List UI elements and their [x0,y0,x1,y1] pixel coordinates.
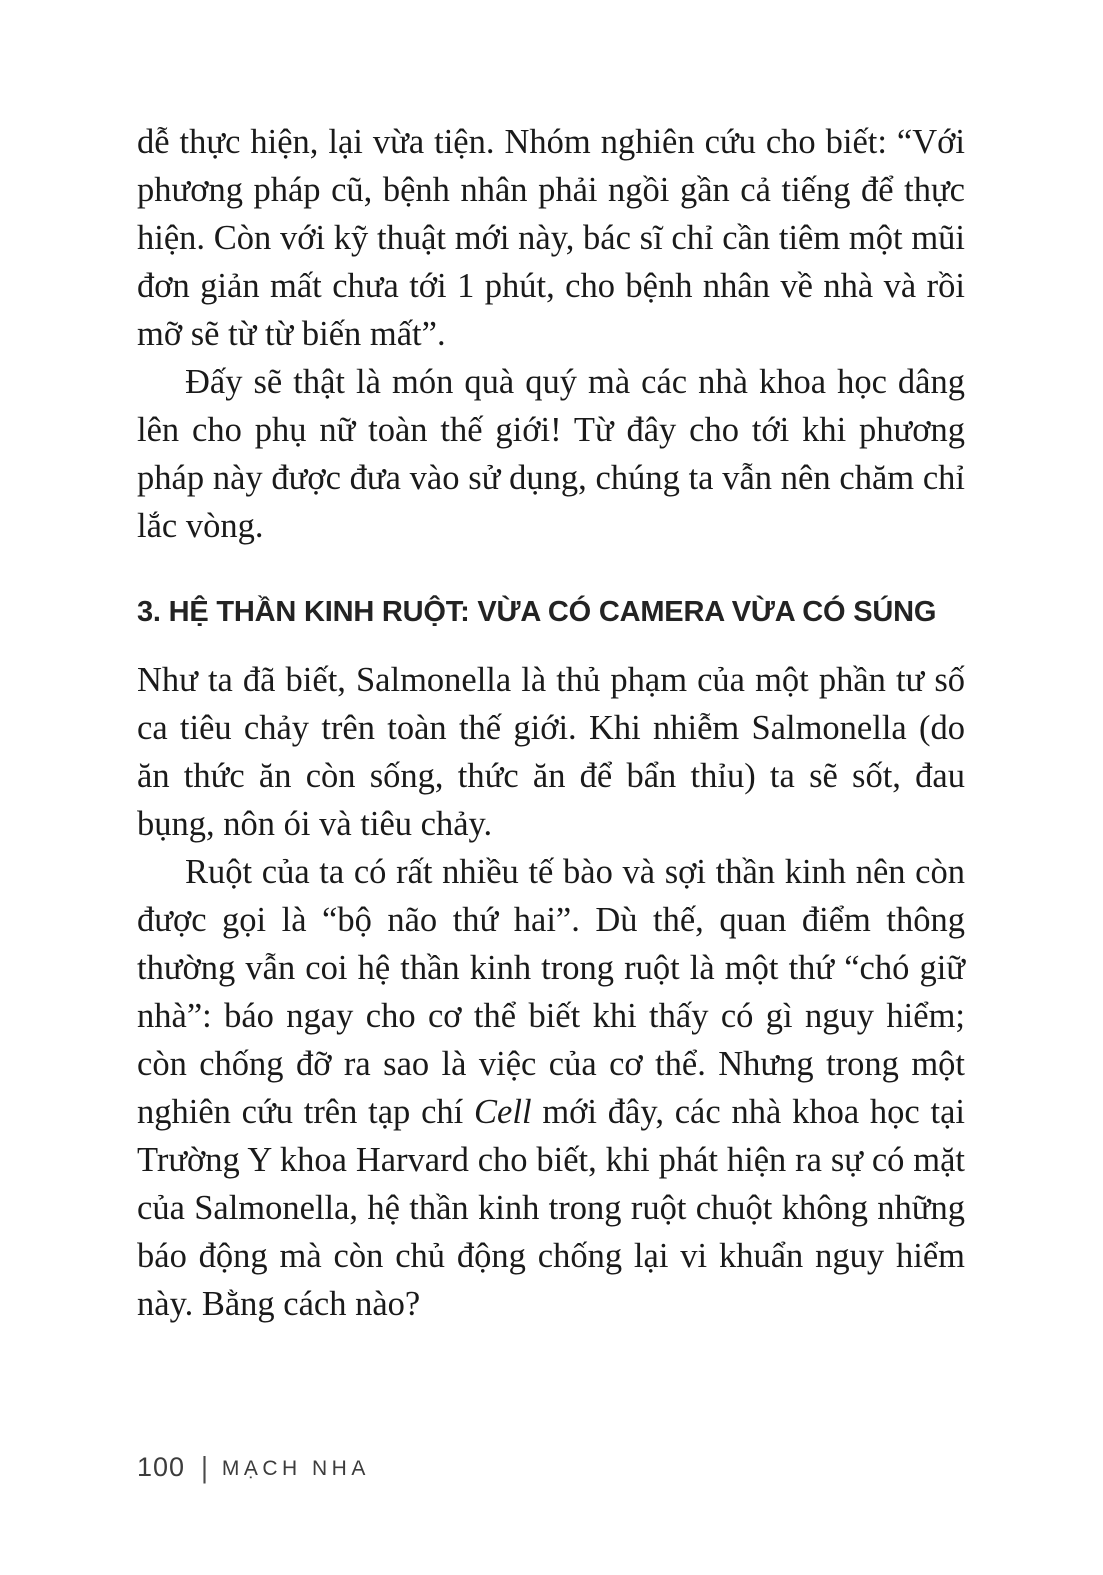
page-number: 100 [137,1452,186,1482]
paragraph-gut-nervous-system [137,848,965,1328]
page-body [137,118,965,1328]
section-heading: 3. HỆ THẦN KINH RUỘT: VỪA CÓ CAMERA VỪA CÓ SÚNG [137,596,937,628]
paragraph-text-after-italic: mới đây, các nhà khoa học tại Trường Y khoa Harvard cho biết, khi phát hiện ra sự có mặt của Salmonella, hệ thần kinh trong ruột chuột không những báo động mà còn chủ động chống lại vi khuẩn nguy hiểm này. Bằng cách nào? [137,1093,965,1323]
paragraph-text-before-italic: Ruột của ta có rất nhiều tế bào và sợi thần kinh nên còn được gọi là “bộ não thứ hai”. Dù thế, quan điểm thông thường vẫn coi hệ thần kinh trong ruột là một thứ “chó giữ nhà”: báo ngay cho cơ thể biết khi thấy có gì nguy hiểm; còn chống đỡ ra sao là việc của cơ thể. Nhưng trong một nghiên cứu trên tạp chí [137,853,965,1131]
page-footer [137,1449,370,1485]
paragraph-conclusion: Đấy sẽ thật là món quà quý mà các nhà khoa học dâng lên cho phụ nữ toàn thế giới! Từ đây cho tới khi phương pháp này được đưa vào sử dụng, chúng ta vẫn nên chăm chỉ lắc vòng. [137,363,965,545]
paragraph-salmonella-intro: Như ta đã biết, Salmonella là thủ phạm của một phần tư số ca tiêu chảy trên toàn thế giới. Khi nhiễm Salmonella (do ăn thức ăn còn sống, thức ăn để bẩn thỉu) ta sẽ sốt, đau bụng, nôn ói và tiêu chảy. [137,661,965,843]
footer-separator: | [201,1449,208,1485]
paragraph-continuation: dễ thực hiện, lại vừa tiện. Nhóm nghiên cứu cho biết: “Với phương pháp cũ, bệnh nhân phải ngồi gần cả tiếng để thực hiện. Còn với kỹ thuật mới này, bác sĩ chỉ cần tiêm một mũi đơn giản mất chưa tới 1 phút, cho bệnh nhân về nhà và rồi mỡ sẽ từ từ biến mất”. [137,123,965,353]
journal-name-italic: Cell [474,1093,532,1131]
book-title: MẠCH NHA [221,1456,370,1480]
